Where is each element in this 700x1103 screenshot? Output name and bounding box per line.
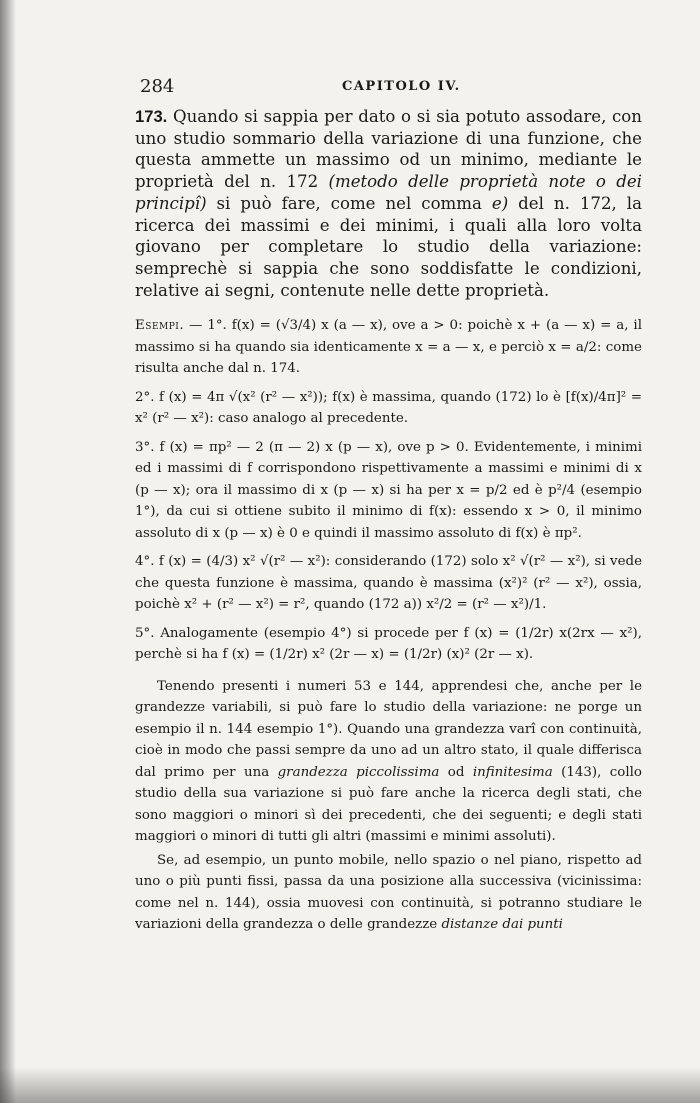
section-number: 173. — [135, 107, 168, 126]
example-4: 4°. f (x) = (4/3) x² √(r² — x²): considerando (172) solo x² √(r² — x²), si vede che questa funzione è massima, quando è massima (x²)² (r² — x²), ossia, poichè x² + (r² — x²) = r², quando (172 a)) x²/2 = (r² — x²)/1. — [135, 554, 642, 613]
example-1: Esempi. — 1°. f(x) = (√3/4) x (a — x), ove a > 0: poichè x + (a — x) = a, il massimo si ha quando sia identicamente x = a — x, e perciò x = a/2: come risulta anche dal n. 174. — [135, 318, 642, 377]
page-edge-shadow — [0, 0, 16, 1103]
page-body — [135, 106, 642, 936]
paragraph-variation: Tenendo presenti i numeri 53 e 144, apprendesi che, anche per le grandezze variabili, si può fare lo studio della variazione: ne porge un esempio il n. 144 esempio 1°). Quando una grandezza varî con continuità, cioè in modo che passi sempre da uno ad un altro stato, il quale differisca dal primo per una grandezza piccolissima od infinitesima (143), collo studio della sua variazione si può fare anche la ricerca degli stati, che sono maggiori o minori sì dei precedenti, che dei seguenti; e degli stati maggiori o minori di tutti gli altri (massimi e minimi assoluti). — [135, 678, 642, 845]
section-173: 173. Quando si sappia per dato o si sia potuto assodare, con uno studio sommario della variazione di una funzione, che questa ammette un massimo od un minimo, mediante le proprietà del n. 172 (metodo delle proprietà note o dei principî) si può fare, come nel comma e) del n. 172, la ricerca dei massimi e dei minimi, i quali alla loro volta giovano per completare lo studio della variazione: semprechè si sappia che sono soddisfatte le condizioni, relative ai segni, contenute nelle dette proprietà. — [135, 107, 642, 300]
examples-label: Esempi. — [135, 318, 185, 334]
page-bottom-shadow — [0, 1067, 700, 1103]
running-header — [137, 76, 639, 100]
example-5: 5°. Analogamente (esempio 4°) si procede per f (x) = (1/2r) x(2rx — x²), perchè si ha f (x) = (1/2r) x² (2r — x) = (1/2r) (x)² (2r — x). — [135, 625, 642, 663]
chapter-title: CAPITOLO IV. — [342, 79, 461, 94]
paragraph-moving-point: Se, ad esempio, un punto mobile, nello spazio o nel piano, rispetto ad uno o più punti fissi, passa da una posizione alla successiva (vicinissima: come nel n. 144), ossia muovesi con continuità, si potranno studiare le variazioni della grandezza o delle grandezze distanze dai punti — [135, 852, 642, 933]
example-2: 2°. f (x) = 4π √(x² (r² — x²)); f(x) è massima, quando (172) lo è [f(x)/4π]² = x² (r² — x²): caso analogo al precedente. — [135, 389, 642, 427]
example-3: 3°. f (x) = πp² — 2 (π — 2) x (p — x), ove p > 0. Evidentemente, i minimi ed i massimi di f corrispondono rispettivamente a massimi e minimi di x (p — x); ora il massimo di x (p — x) si ha per x = p/2 ed è p²/4 (esempio 1°), da cui si ottiene subito il minimo di f(x): essendo x > 0, il minimo assoluto di x (p — x) è 0 e quindi il massimo assoluto di f(x) è πp². — [135, 439, 642, 541]
page-number: 284 — [140, 76, 175, 97]
